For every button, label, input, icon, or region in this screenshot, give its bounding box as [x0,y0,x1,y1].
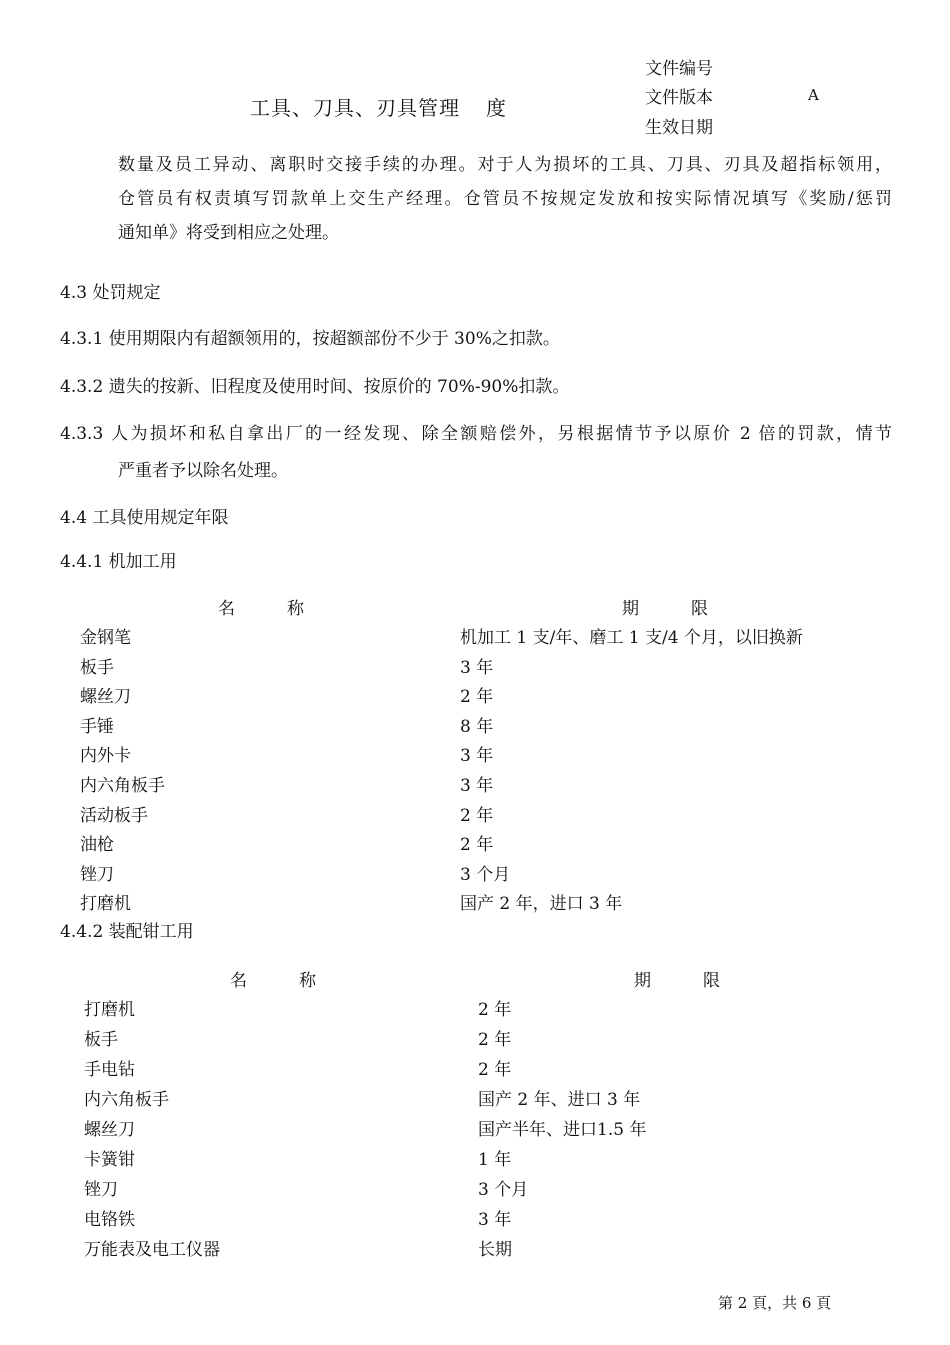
table-cell-period: 8 年 [460,716,494,737]
table-cell-period: 1 年 [478,1150,512,1170]
table-cell-period: 长期 [478,1240,512,1260]
section-4-3-1: 4.3.1 使用期限内有超额领用的，按超额部份不少于 30%之扣款。 [60,329,560,349]
table-cell-name: 手电钻 [84,1060,135,1080]
table-cell-name: 油枪 [80,835,114,856]
table-cell-period: 3 年 [478,1210,512,1230]
table-cell-period: 3 个月 [460,864,511,885]
section-4-3-3-continued: 严重者予以除名处理。 [118,461,288,481]
doc-number-label: 文件编号 [645,59,713,79]
table-header-period: 期 限 [634,971,720,991]
effective-date-label: 生效日期 [645,118,713,138]
section-4-4-2-heading: 4.4.2 装配钳工用 [60,922,194,942]
table-cell-period: 机加工 1 支/年、磨工 1 支/4 个月，以旧换新 [460,628,803,648]
intro-line: 通知单》将受到相应之处理。 [118,223,339,243]
table-cell-name: 卡簧钳 [84,1150,135,1170]
table-cell-period: 3 个月 [478,1180,529,1200]
document-title [250,92,507,121]
section-4-3-2: 4.3.2 遗失的按新、旧程度及使用时间、按原价的 70%-90%扣款。 [60,377,570,397]
table-cell-name: 万能表及电工仪器 [84,1240,220,1260]
section-4-3-heading: 4.3 处罚规定 [60,283,161,303]
table-cell-period: 2 年 [460,805,494,826]
table-cell-period: 2 年 [478,1060,512,1080]
intro-line: 仓管员有权责填写罚款单上交生产经理。仓管员不按规定发放和按实际情况填写《奖励/惩罚 [118,189,892,209]
table-cell-name: 锉刀 [80,864,114,885]
section-4-3-3-line: 4.3.3 人为损坏和私自拿出厂的一经发现、除全额赔偿外，另根据情节予以原价 2 倍的罚款，情节 [60,424,892,444]
table-cell-period: 3 年 [460,746,494,767]
table-cell-name: 锉刀 [84,1180,118,1200]
table-cell-period: 国产 2 年、进口 3 年 [478,1090,641,1110]
table-cell-name: 打磨机 [80,894,131,915]
table-cell-period: 3 年 [460,776,494,796]
table-cell-name: 手锤 [80,716,114,737]
table-cell-name: 螺丝刀 [80,687,131,708]
table-cell-name: 内外卡 [80,746,131,767]
table-header-name: 名 称 [218,599,304,619]
table-cell-name: 金钢笔 [80,628,131,648]
table-cell-name: 板手 [84,1030,118,1050]
intro-paragraph [118,148,892,250]
table-cell-period: 2 年 [478,1030,512,1050]
table-cell-name: 螺丝刀 [84,1120,135,1140]
table-cell-period: 2 年 [460,687,494,708]
table-cell-period: 3 年 [460,657,494,678]
page-number: 第 2 頁，共 6 頁 [718,1294,832,1312]
doc-version-label: 文件版本 [645,88,713,108]
table-cell-name: 内六角板手 [84,1090,169,1110]
table-cell-name: 板手 [80,657,114,678]
table-header-period: 期 限 [622,599,708,619]
document-title-suffix: 度 [486,96,507,120]
document-title-main: 工具、刀具、刃具管理 [250,96,460,120]
table-cell-name: 活动板手 [80,805,148,826]
table-cell-period: 国产 2 年，进口 3 年 [460,894,623,915]
table-cell-period: 2 年 [478,1000,512,1020]
table-header-name: 名 称 [230,971,316,991]
doc-version-value: A [808,86,819,104]
table-cell-name: 电铬铁 [84,1210,135,1230]
table-cell-period: 2 年 [460,835,494,856]
table-cell-name: 内六角板手 [80,776,165,796]
table-cell-name: 打磨机 [84,1000,135,1020]
intro-line: 数量及员工异动、离职时交接手续的办理。对于人为损坏的工具、刀具、刃具及超指标领用， [118,155,892,175]
table-cell-period: 国产半年、进口1.5 年 [478,1120,647,1140]
section-4-4-1-heading: 4.4.1 机加工用 [60,552,177,572]
section-4-4-heading: 4.4 工具使用规定年限 [60,508,229,528]
section-4-3-3 [60,419,892,444]
